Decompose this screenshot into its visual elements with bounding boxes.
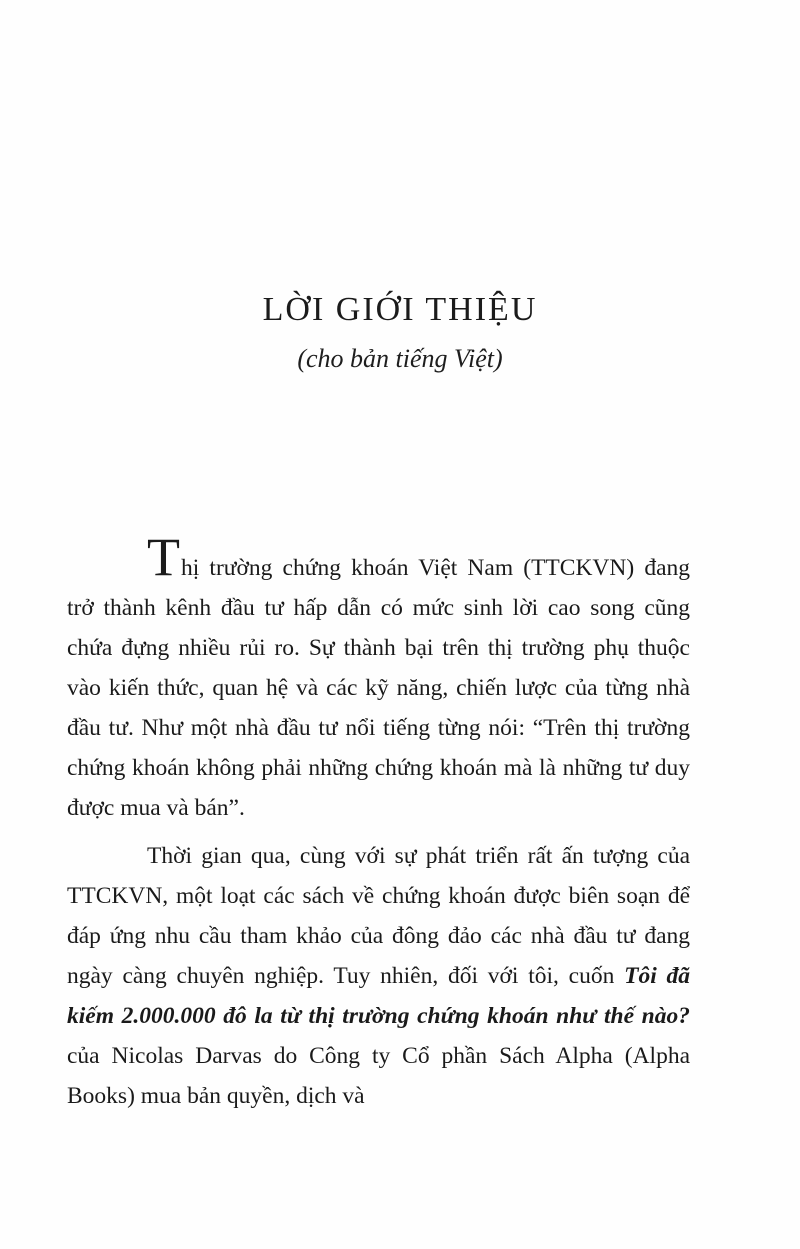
paragraph-1-text: hị trường chứng khoán Việt Nam (TTCKVN) đang trở thành kênh đầu tư hấp dẫn có mức sinh lời cao song cũng chứa đựng nhiều rủi ro. Sự thành bại trên thị trường phụ thuộc vào kiến thức, quan hệ và các kỹ năng, chiến lược của từng nhà đầu tư. Như một nhà đầu tư nổi tiếng từng nói: “Trên thị trường chứng khoán không phải những chứng khoán mà là những tư duy được mua và bán”. (67, 555, 690, 821)
initial-cap: T (147, 527, 181, 587)
chapter-title: LỜI GIỚI THIỆU (262, 291, 538, 328)
body-text (67, 527, 691, 1116)
paragraph-2 (67, 836, 690, 1116)
chapter-heading (0, 290, 800, 375)
book-title-emphasis: Tôi đã kiếm 2.000.000 đô la từ thị trường chứng khoán như thế nào? (67, 963, 691, 1029)
chapter-subtitle: (cho bản tiếng Việt) (297, 344, 503, 373)
paragraph-2-text-b: của Nicolas Darvas do Công ty Cổ phần Sách Alpha (Alpha Books) mua bản quyền, dịch và (67, 1043, 690, 1109)
paragraph-2-text-a: Thời gian qua, cùng với sự phát triển rất ấn tượng của TTCKVN, một loạt các sách về chứng khoán được biên soạn để đáp ứng nhu cầu tham khảo của đông đảo các nhà đầu tư đang ngày càng chuyên nghiệp. Tuy nhiên, đối với tôi, cuốn (67, 843, 690, 989)
paragraph-1 (67, 527, 690, 828)
